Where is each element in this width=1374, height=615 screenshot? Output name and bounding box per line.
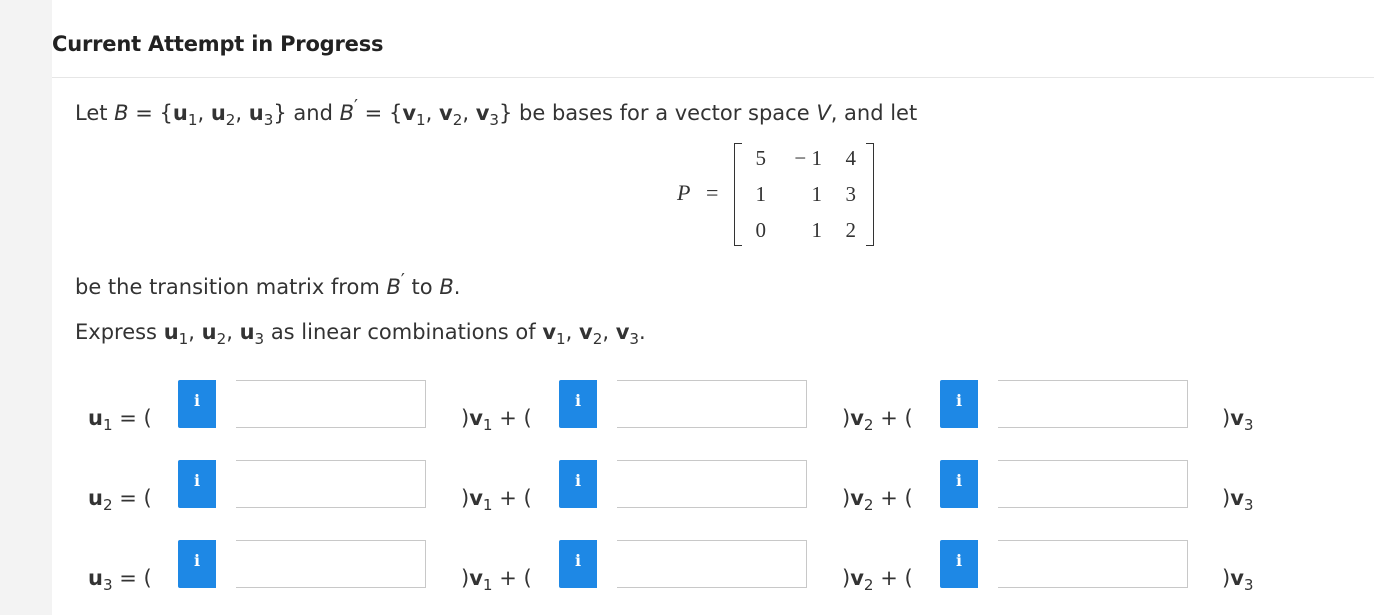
v2-plus-label	[842, 406, 913, 434]
matrix-cell: 1	[811, 218, 822, 242]
plus-open: + (	[492, 406, 532, 430]
matrix-label: P	[677, 180, 691, 205]
equals-open: = (	[112, 406, 152, 430]
transition-sentence	[75, 271, 460, 299]
u1-subscript: 1	[102, 416, 113, 435]
v3-label	[1222, 486, 1254, 514]
v1-symbol: v	[402, 101, 417, 125]
u1-v1-coefficient-input[interactable]	[236, 380, 426, 428]
u1-equation-label	[88, 406, 152, 434]
u3-v1-coefficient-input[interactable]	[236, 540, 426, 588]
u2-subscript: 2	[216, 330, 227, 349]
v3-subscript: 3	[629, 330, 640, 349]
u1-subscript: 1	[178, 330, 189, 349]
u2-v3-coefficient-input[interactable]	[998, 460, 1188, 508]
matrix-cell: − 1	[794, 146, 822, 170]
let-text: Let	[75, 101, 115, 125]
u1-symbol: u	[172, 101, 188, 125]
v2-plus-label	[842, 566, 913, 594]
v2-symbol: v	[850, 566, 864, 590]
v1-subscript: 1	[482, 576, 493, 595]
close-paren: )	[842, 566, 851, 590]
v2-subscript: 2	[863, 496, 874, 515]
v1-subscript: 1	[482, 496, 493, 515]
v3-symbol: v	[1230, 406, 1244, 430]
v1-subscript: 1	[416, 111, 426, 130]
info-icon[interactable]: i	[178, 540, 216, 588]
vector-space-symbol: V	[816, 101, 831, 125]
comma: ,	[197, 101, 211, 125]
and-text: } and	[273, 101, 340, 125]
close-paren: )	[461, 566, 470, 590]
comma: ,	[425, 101, 439, 125]
basis-b-symbol: B	[439, 275, 454, 299]
v2-subscript: 2	[863, 416, 874, 435]
header	[52, 0, 1374, 78]
comma: ,	[602, 320, 616, 344]
close-paren: )	[461, 486, 470, 510]
info-icon[interactable]: i	[940, 380, 978, 428]
u1-symbol: u	[88, 406, 103, 430]
matrix-cell: 5	[755, 146, 766, 170]
u1-subscript: 1	[187, 111, 198, 130]
u2-subscript: 2	[225, 111, 236, 130]
info-icon[interactable]: i	[178, 380, 216, 428]
plus-open: + (	[873, 486, 913, 510]
info-icon[interactable]: i	[940, 540, 978, 588]
v3-subscript: 3	[1243, 496, 1254, 515]
v3-subscript: 3	[489, 111, 500, 130]
bases-text: } be bases for a vector space	[499, 101, 817, 125]
u3-v2-coefficient-input[interactable]	[617, 540, 807, 588]
v3-symbol: v	[1230, 486, 1244, 510]
v1-subscript: 1	[556, 330, 566, 349]
matrix-cell: 2	[845, 218, 856, 242]
express-sentence	[75, 320, 646, 348]
equals-open: = (	[112, 566, 152, 590]
question-intro	[75, 97, 917, 129]
info-icon[interactable]: i	[178, 460, 216, 508]
period: .	[453, 275, 461, 299]
comma: ,	[188, 320, 202, 344]
v3-symbol: v	[475, 101, 490, 125]
u3-subscript: 3	[102, 576, 113, 595]
transition-text: be the transition matrix from	[75, 275, 387, 299]
v3-symbol: v	[1230, 566, 1244, 590]
v3-label	[1222, 406, 1254, 434]
v2-plus-label	[842, 486, 913, 514]
u3-v3-coefficient-input[interactable]	[998, 540, 1188, 588]
comma: ,	[235, 101, 249, 125]
matrix-cell: 1	[811, 182, 822, 206]
close-paren: )	[842, 486, 851, 510]
matrix-cell: 0	[755, 218, 766, 242]
transition-matrix	[670, 140, 890, 248]
v2-subscript: 2	[592, 330, 603, 349]
v1-plus-label	[461, 486, 532, 514]
u1-v3-coefficient-input[interactable]	[998, 380, 1188, 428]
u2-equation-label	[88, 486, 152, 514]
matrix-equals: =	[706, 180, 719, 205]
page-title: Current Attempt in Progress	[52, 32, 384, 56]
info-icon[interactable]: i	[559, 380, 597, 428]
v2-symbol: v	[850, 486, 864, 510]
close-paren: )	[1222, 566, 1231, 590]
linear-combinations-text: as linear combinations of	[264, 320, 543, 344]
matrix-cell: 4	[845, 146, 856, 170]
v1-symbol: v	[469, 406, 483, 430]
equals-open: = (	[112, 486, 152, 510]
v1-symbol: v	[469, 566, 483, 590]
info-icon[interactable]: i	[559, 540, 597, 588]
plus-open: + (	[492, 486, 532, 510]
basis-b-symbol: B	[114, 101, 129, 125]
matrix-cell: 1	[755, 182, 766, 206]
close-paren: )	[842, 406, 851, 430]
v3-subscript: 3	[1243, 576, 1254, 595]
prime-mark: ′	[354, 97, 358, 117]
plus-open: + (	[873, 566, 913, 590]
u3-symbol: u	[88, 566, 103, 590]
u1-v2-coefficient-input[interactable]	[617, 380, 807, 428]
period: .	[639, 320, 646, 344]
matrix-cell: 3	[845, 182, 856, 206]
close-paren: )	[461, 406, 470, 430]
u1-symbol: u	[163, 320, 179, 344]
u2-symbol: u	[88, 486, 103, 510]
v2-symbol: v	[850, 406, 864, 430]
u3-symbol: u	[248, 101, 264, 125]
to-text: to	[404, 275, 440, 299]
set-open: = {	[128, 101, 173, 125]
info-icon[interactable]: i	[559, 460, 597, 508]
and-let-text: , and let	[830, 101, 918, 125]
basis-bprime-symbol: B	[386, 275, 401, 299]
prime-mark: ′	[400, 271, 405, 291]
plus-open: + (	[873, 406, 913, 430]
u2-symbol: u	[210, 101, 226, 125]
plus-open: + (	[492, 566, 532, 590]
v1-plus-label	[461, 406, 532, 434]
v1-plus-label	[461, 566, 532, 594]
v2-subscript: 2	[452, 111, 463, 130]
comma: ,	[462, 101, 476, 125]
u3-subscript: 3	[254, 330, 265, 349]
u3-equation-label	[88, 566, 152, 594]
u3-subscript: 3	[263, 111, 274, 130]
u3-symbol: u	[239, 320, 255, 344]
info-icon[interactable]: i	[940, 460, 978, 508]
v2-subscript: 2	[863, 576, 874, 595]
v3-label	[1222, 566, 1254, 594]
basis-bprime-symbol: B	[339, 101, 355, 125]
close-paren: )	[1222, 486, 1231, 510]
comma: ,	[226, 320, 240, 344]
v1-symbol: v	[469, 486, 483, 510]
u2-v2-coefficient-input[interactable]	[617, 460, 807, 508]
close-paren: )	[1222, 406, 1231, 430]
u2-symbol: u	[201, 320, 217, 344]
v3-subscript: 3	[1243, 416, 1254, 435]
set-open: = {	[358, 101, 403, 125]
comma: ,	[565, 320, 580, 344]
v2-symbol: v	[579, 320, 593, 344]
right-bracket	[866, 143, 874, 246]
v1-subscript: 1	[482, 416, 493, 435]
v3-symbol: v	[615, 320, 630, 344]
u2-v1-coefficient-input[interactable]	[236, 460, 426, 508]
express-text: Express	[75, 320, 164, 344]
left-gutter	[0, 0, 52, 615]
u2-subscript: 2	[102, 496, 113, 515]
v2-symbol: v	[439, 101, 453, 125]
v1-symbol: v	[542, 320, 557, 344]
